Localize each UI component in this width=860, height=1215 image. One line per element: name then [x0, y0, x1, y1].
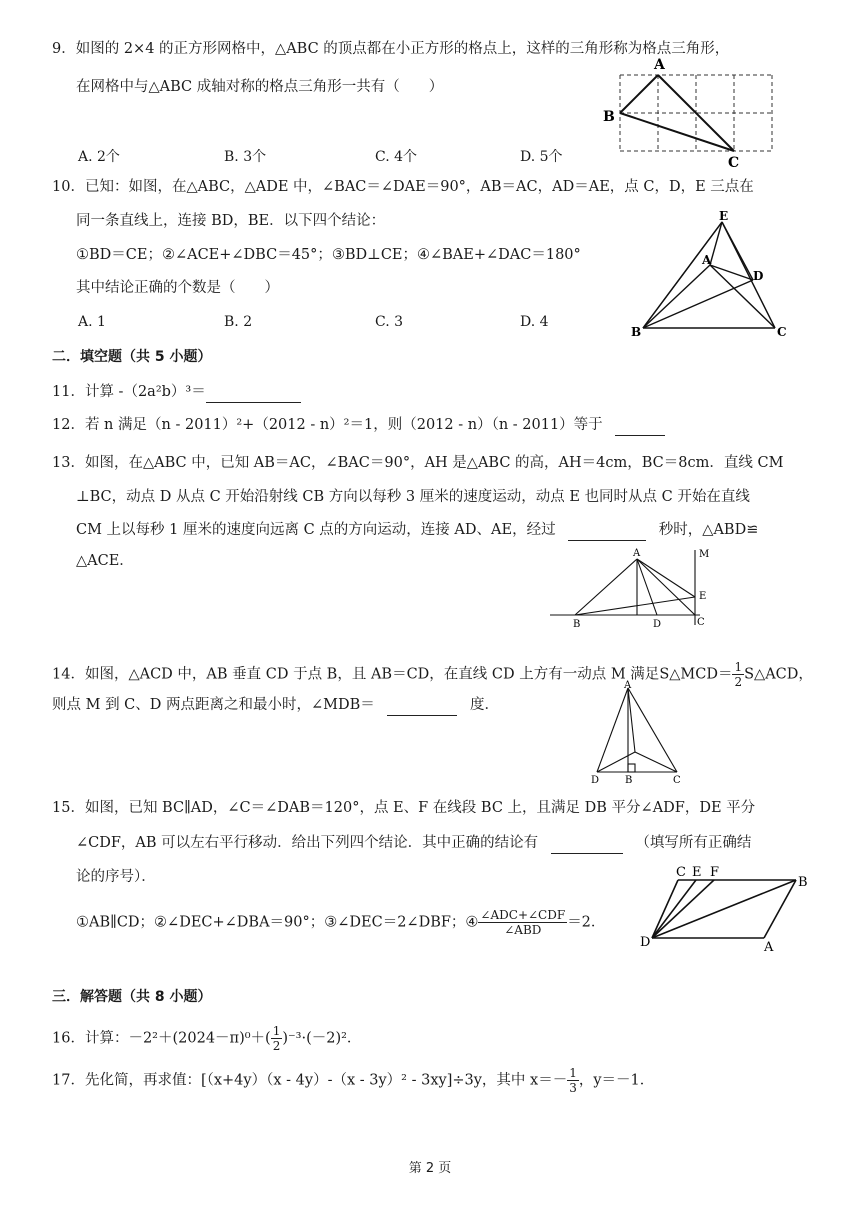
label-a: A — [654, 57, 665, 73]
q17-text — [52, 1066, 654, 1095]
q14-line2 — [52, 694, 499, 716]
q13-line3 — [76, 519, 758, 541]
label-b: B — [798, 875, 808, 890]
q15-line3: 论的序号）． — [76, 869, 156, 885]
q14-figure — [585, 680, 695, 785]
label-a: A — [702, 253, 712, 267]
label-c: C — [728, 155, 740, 170]
q9-option-d: D. 5个 — [520, 149, 563, 165]
q10-line1: 10．已知：如图，在△ABC，△ADE 中，∠BAC＝∠DAE＝90°，AB＝AC，AD＝AE，点 C，D，E 三点在 — [52, 179, 754, 195]
q10-option-c: C. 3 — [375, 314, 404, 330]
q15-conclusions — [76, 908, 605, 937]
q14-half-fraction: $\frac{1}{2}$ — [734, 660, 743, 689]
label-f: F — [710, 865, 720, 880]
q9-grid-figure — [600, 55, 780, 170]
q11-label: 11．计算 -（2a²b）³＝ — [52, 384, 206, 400]
label-b: B — [573, 619, 581, 630]
q11-answer-blank[interactable] — [206, 402, 301, 403]
q9-line1: 9．如图的 2×4 的正方形网格中，△ABC 的顶点都在小正方形的格点上，这样的三角形称为格点三角形， — [52, 41, 730, 57]
label-c: C — [673, 775, 681, 785]
label-c: C — [697, 617, 705, 628]
label-d: D — [653, 619, 662, 630]
q13-answer-blank[interactable] — [568, 540, 646, 541]
q12-text — [52, 414, 665, 436]
q15-figure — [638, 862, 818, 954]
q16-text-a: 16．计算：－2²＋(2024－π)⁰＋( — [52, 1030, 271, 1047]
label-e: E — [699, 591, 707, 602]
q10-option-b: B. 2 — [224, 314, 253, 330]
q9-line2: 在网格中与△ABC 成轴对称的格点三角形一共有（ ） — [76, 79, 444, 95]
q15-line2-tail: （填写所有正确结 — [635, 835, 752, 851]
q15-conclusion4-tail: ＝2． — [567, 914, 606, 931]
q13-line3-tail: 秒时，△ABD≌ — [658, 522, 759, 538]
q11-text — [52, 381, 301, 403]
q14-answer-blank[interactable] — [387, 715, 457, 716]
q15-answer-blank[interactable] — [551, 853, 623, 854]
label-c: C — [676, 865, 686, 880]
q13-line4: △ACE． — [76, 553, 134, 569]
q9-option-b: B. 3个 — [224, 149, 267, 165]
q10-line3: ①BD＝CE；②∠ACE+∠DBC＝45°；③BD⊥CE；④∠BAE+∠DAC＝180° — [76, 247, 581, 263]
section-3-heading: 三．解答题（共 8 小题） — [52, 989, 212, 1005]
q10-option-d: D. 4 — [520, 314, 549, 330]
q15-line2-text: ∠CDF，AB 可以左右平行移动．给出下列四个结论．其中正确的结论有 — [76, 835, 539, 851]
q16-fraction: $\frac{1}{2}$ — [272, 1024, 281, 1053]
label-m: M — [699, 549, 710, 560]
q10-line2: 同一条直线上，连接 BD，BE．以下四个结论： — [76, 213, 386, 229]
q10-line4: 其中结论正确的个数是（ ） — [76, 280, 279, 296]
q14-line1 — [52, 660, 813, 689]
q10-figure — [625, 210, 795, 340]
q17-text-a: 17．先化简，再求值：[（x+4y）（x - 4y）-（x - 3y）² - 3xy]÷3y，其中 x＝－ — [52, 1072, 568, 1089]
label-b: B — [631, 325, 642, 339]
label-a: A — [764, 940, 774, 954]
label-e: E — [692, 865, 702, 880]
label-b: B — [625, 775, 633, 785]
q16-text — [52, 1024, 361, 1053]
section-2-heading: 二．填空题（共 5 小题） — [52, 349, 212, 365]
q13-line3-text: CM 上以每秒 1 厘米的速度向远离 C 点的方向运动，连接 AD、AE，经过 — [76, 522, 556, 538]
q10-option-a: A. 1 — [78, 314, 106, 330]
q12-label: 12．若 n 满足（n - 2011）²+（2012 - n）²＝1，则（2012 - n）（n - 2011）等于 — [52, 417, 603, 433]
q14-line2-text: 则点 M 到 C、D 两点距离之和最小时，∠MDB＝ — [52, 697, 375, 713]
q14-eq: ＝ — [717, 666, 733, 683]
q14-area-right: S△ACD， — [744, 666, 813, 683]
q17-fraction: $\frac{1}{3}$ — [569, 1066, 577, 1095]
q17-text-b: ，y＝－1． — [578, 1072, 655, 1089]
q15-line1: 15．如图，已知 BC∥AD，∠C＝∠DAB＝120°，点 E、F 在线段 BC 上，且满足 DB 平分∠ADF，DE 平分 — [52, 800, 756, 816]
label-e: E — [719, 210, 729, 223]
q14-area-left: S△MCD — [659, 666, 718, 683]
q13-figure — [545, 545, 730, 635]
label-b: B — [603, 109, 615, 125]
q13-line2: ⊥BC，动点 D 从点 C 开始沿射线 CB 方向以每秒 3 厘米的速度运动，动点 E 也同时从点 C 开始在直线 — [76, 489, 750, 505]
label-a: A — [633, 548, 641, 559]
q12-answer-blank[interactable] — [615, 435, 665, 436]
q9-option-a: A. 2个 — [78, 149, 120, 165]
label-c: C — [777, 325, 787, 339]
q16-text-b: )⁻³·(－2)²． — [282, 1030, 362, 1047]
q9-option-c: C. 4个 — [375, 149, 418, 165]
q15-line2 — [76, 832, 751, 854]
label-d: D — [591, 775, 600, 785]
q15-conclusion4-fraction: $\frac{\text{∠ADC+∠CDF}}{\text{∠ABD}}$ — [480, 908, 566, 937]
q15-conclusions-text: ①AB∥CD；②∠DEC+∠DBA＝90°；③∠DEC＝2∠DBF；④ — [76, 914, 479, 931]
q14-line2-tail: 度． — [470, 697, 499, 713]
q13-line1: 13．如图，在△ABC 中，已知 AB＝AC，∠BAC＝90°，AH 是△ABC 的高，AH＝4cm，BC＝8cm．直线 CM — [52, 455, 784, 471]
label-d: D — [753, 269, 764, 283]
page-number: 第 2 页 — [408, 1161, 452, 1176]
label-a: A — [624, 680, 632, 691]
label-d: D — [640, 935, 651, 950]
q14-line1-text: 14．如图，△ACD 中，AB 垂直 CD 于点 B，且 AB＝CD，在直线 CD 上方有一动点 M 满足 — [52, 666, 660, 683]
